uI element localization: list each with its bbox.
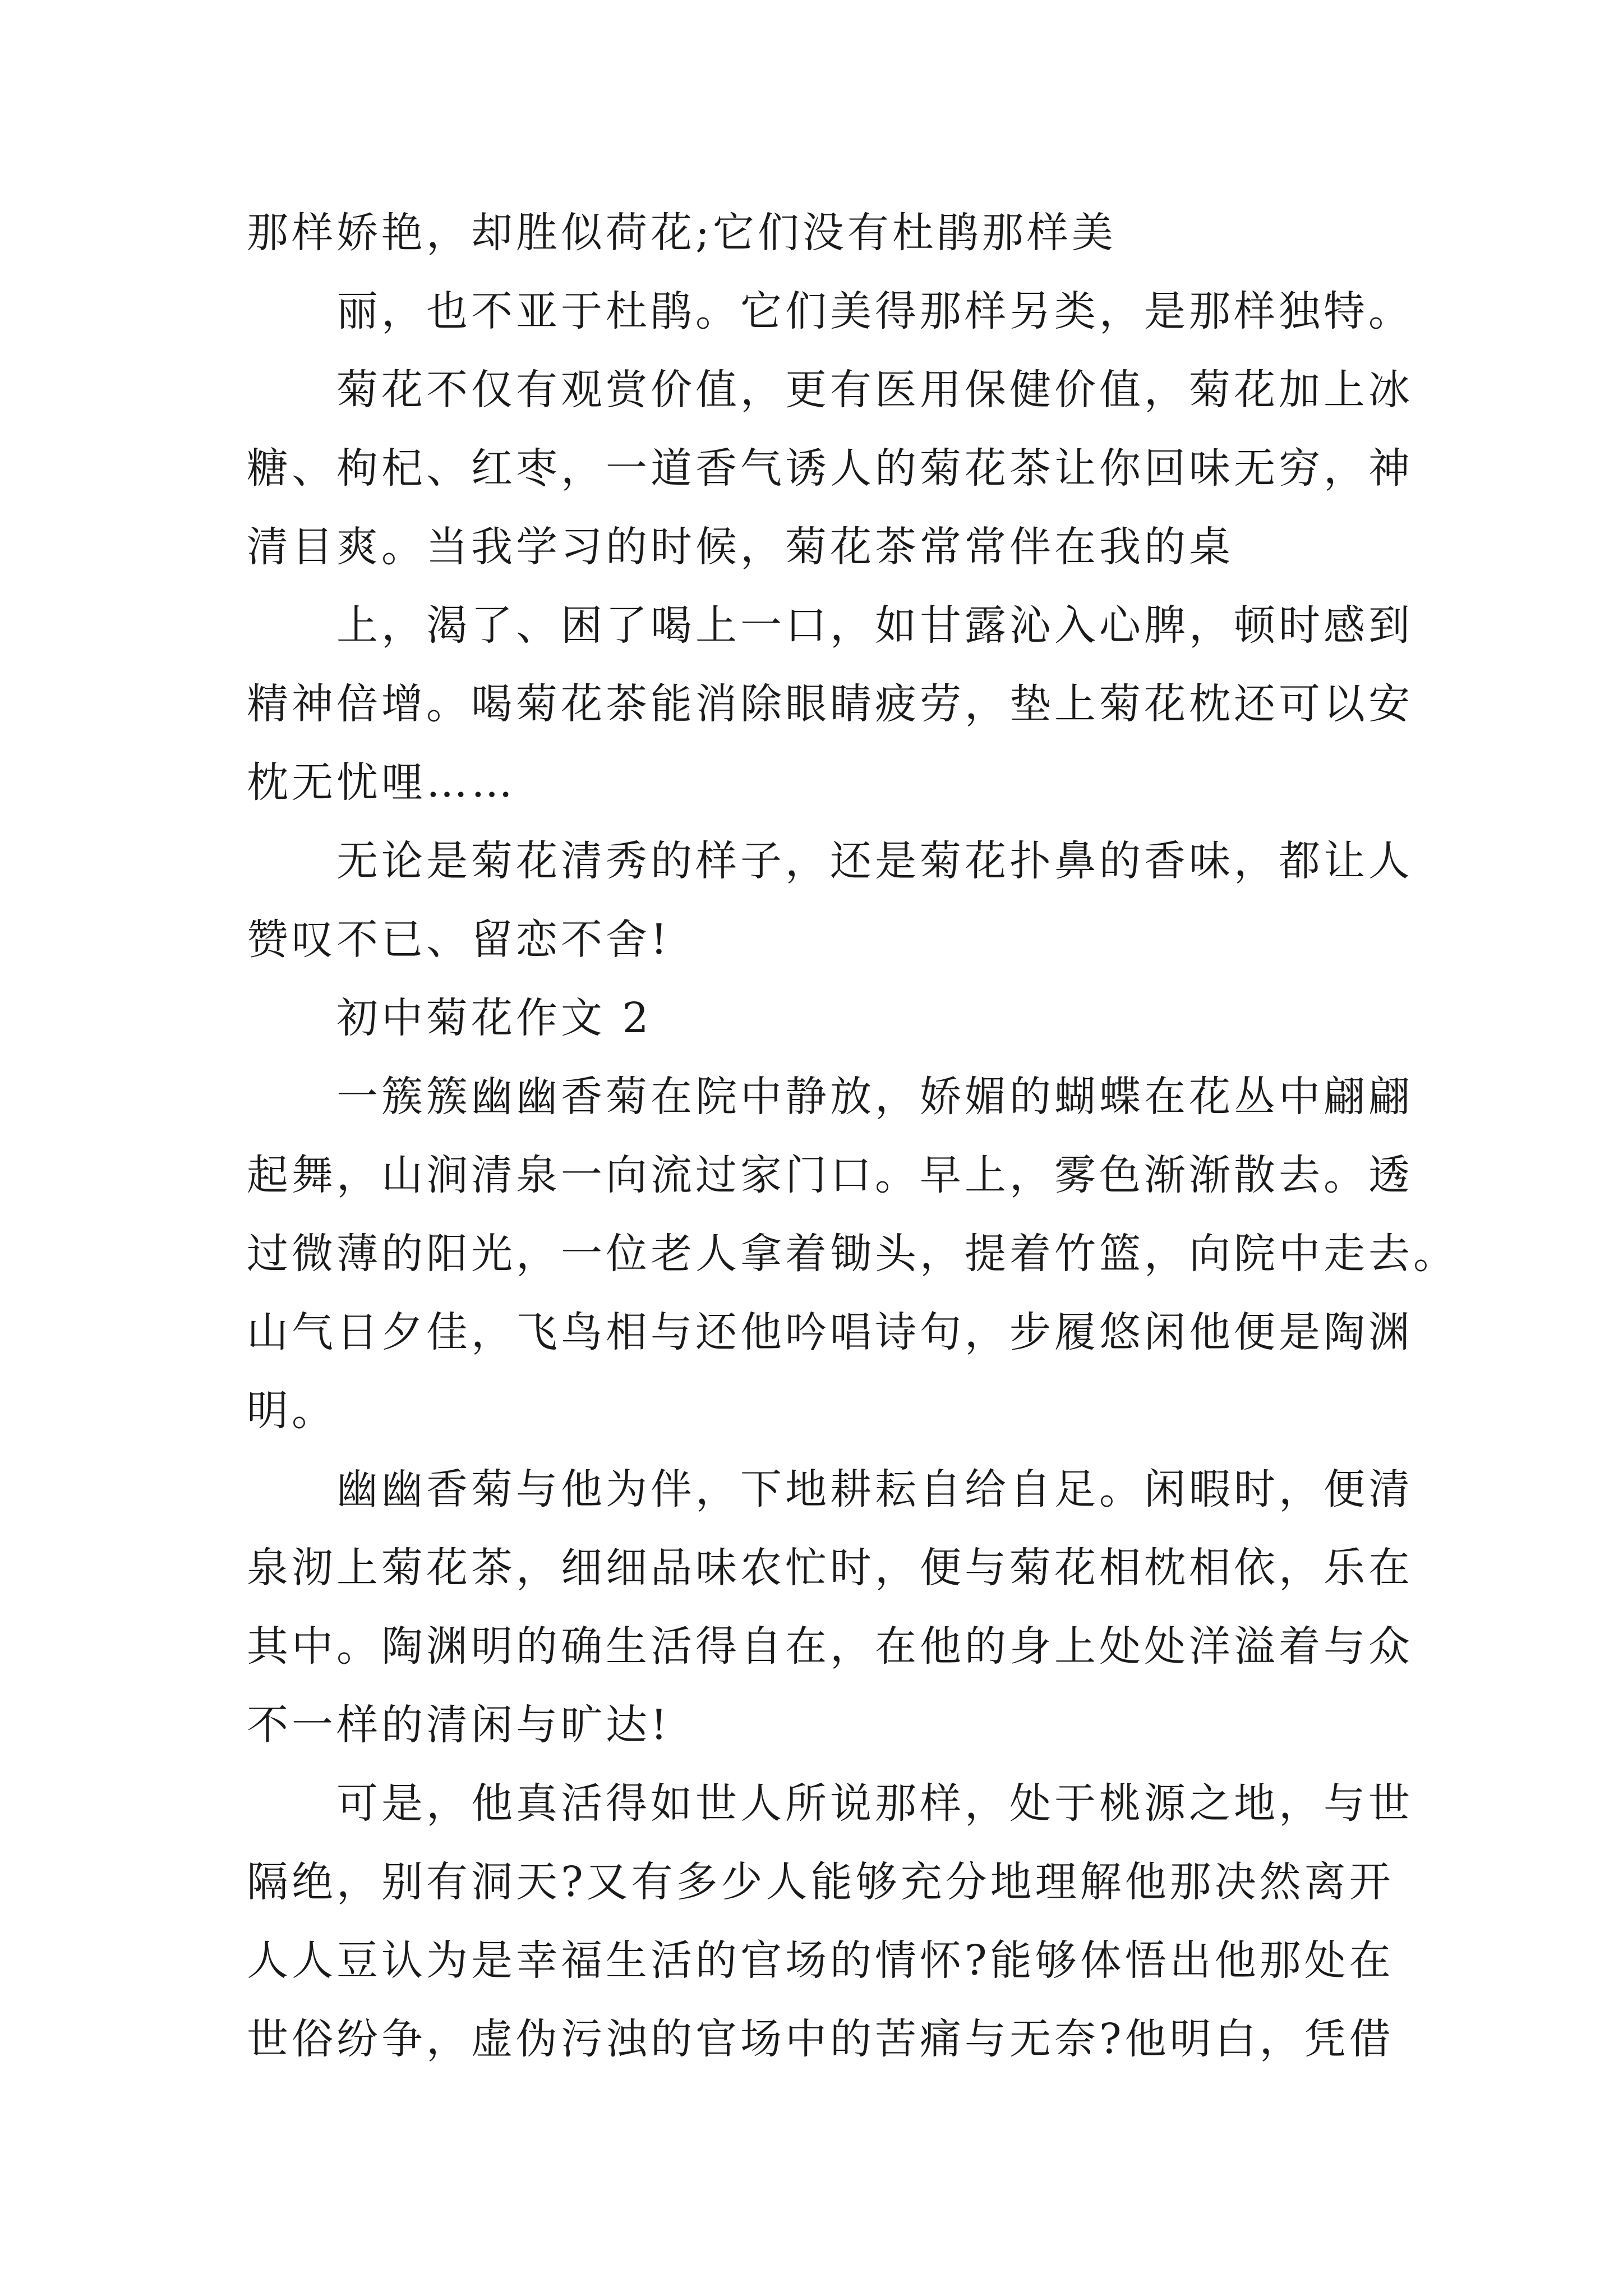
text-line: 无论是菊花清秀的样子，还是菊花扑鼻的香味，都让人 [336, 837, 1413, 885]
text-line: 隔绝，别有洞天?又有多少人能够充分地理解他那决然离开 [247, 1858, 1394, 1906]
text-line: 人人豆认为是幸福生活的官场的情怀?能够体悟出他那处在 [247, 1936, 1394, 1985]
text-line: 起舞，山涧清泉一向流过家门口。早上，雾色渐渐散去。透 [247, 1151, 1413, 1199]
text-line: 那样娇艳，却胜似荷花;它们没有杜鹃那样美 [247, 209, 1117, 257]
text-line: 一簇簇幽幽香菊在院中静放，娇媚的蝴蝶在花丛中翩翩 [336, 1073, 1413, 1121]
text-line: 赞叹不已、留恋不舍! [247, 915, 671, 964]
text-line: 糖、枸杞、红枣，一道香气诱人的菊花茶让你回味无穷，神 [247, 444, 1413, 493]
text-line: 山气日夕佳，飞鸟相与还他吟唱诗句，步履悠闲他便是陶渊 [247, 1308, 1413, 1356]
text-line: 精神倍增。喝菊花茶能消除眼睛疲劳，垫上菊花枕还可以安 [247, 680, 1413, 728]
text-line: 不一样的清闲与旷达! [247, 1701, 671, 1749]
text-line: 幽幽香菊与他为伴，下地耕耘自给自足。闲暇时，便清 [336, 1465, 1413, 1513]
text-line: 菊花不仅有观赏价值，更有医用保健价值，菊花加上冰 [336, 366, 1413, 414]
text-line: 清目爽。当我学习的时候，菊花茶常常伴在我的桌 [247, 523, 1234, 571]
text-line: 世俗纷争，虚伪污浊的官场中的苦痛与无奈?他明白，凭借 [247, 2015, 1394, 2063]
text-line: 上，渴了、困了喝上一口，如甘露沁入心脾，顿时感到 [336, 601, 1413, 650]
text-line: 可是，他真活得如世人所说那样，处于桃源之地，与世 [336, 1779, 1413, 1828]
text-line: 枕无忧哩…… [247, 758, 516, 807]
text-line: 其中。陶渊明的确生活得自在，在他的身上处处洋溢着与众 [247, 1622, 1413, 1671]
text-line: 丽，也不亚于杜鹃。它们美得那样另类，是那样独特。 [336, 287, 1413, 335]
text-line: 泉沏上菊花茶，细细品味农忙时，便与菊花相枕相依，乐在 [247, 1544, 1413, 1592]
text-line: 过微薄的阳光，一位老人拿着锄头，提着竹篮，向院中走去。 [247, 1230, 1458, 1278]
section-heading: 初中菊花作文 2 [336, 994, 652, 1042]
text-line: 明。 [247, 1387, 336, 1435]
